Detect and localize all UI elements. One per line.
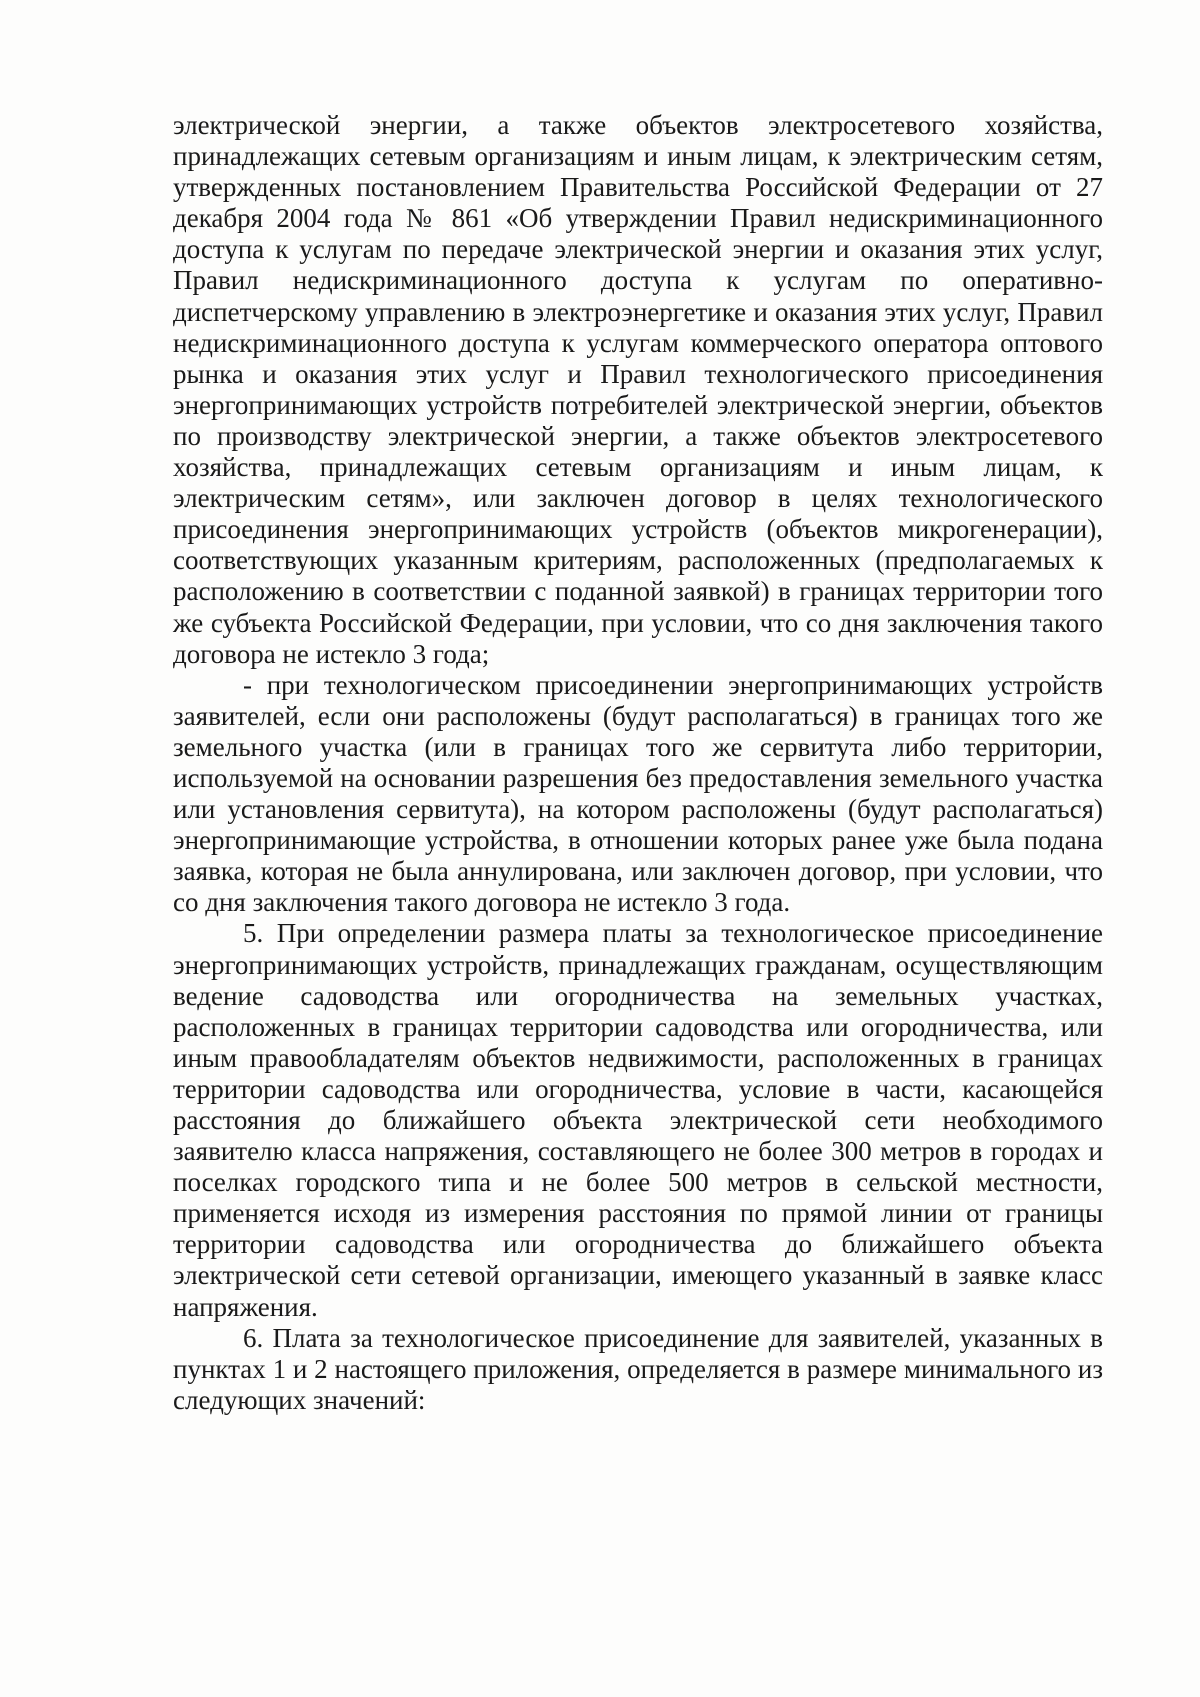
paragraph-continuation: электрической энергии, а также объектов электросетевого хозяйства, принадлежащих сетевым организациям и иным лицам, к электрическим сетям, утвержденных постановлением Правительства Российской Федерации от 27 декабря 2004 года № 861 «Об утверждении Правил недискриминационного доступа к услугам по передаче электрической энергии и оказания этих услуг, Правил недискриминационного доступа к услугам по оперативно-диспетчерскому управлению в электроэнергетике и оказания этих услуг, Правил недискриминационного доступа к услугам коммерческого оператора оптового рынка и оказания этих услуг и Правил технологического присоединения энергопринимающих устройств потребителей электрической энергии, объектов по производству электрической энергии, а также объектов электросетевого хозяйства, принадлежащих сетевым организациям и иным лицам, к электрическим сетям», или заключен договор в целях технологического присоединения энергопринимающих устройств (объектов микрогенерации), соответствующих указанным критериям, расположенных (предполагаемых к расположению в соответствии с поданной заявкой) в границах территории того же субъекта Российской Федерации, при условии, что со дня заключения такого договора не истекло 3 года; bbox=[173, 110, 1103, 669]
document-body bbox=[173, 110, 1103, 1416]
paragraph-item-5: 5. При определении размера платы за технологическое присоединение энергопринимающих устройств, принадлежащих гражданам, осуществляющим ведение садоводства или огородничества на земельных участках, расположенных в границах территории садоводства или огородничества, или иным правообладателям объектов недвижимости, расположенных в границах территории садоводства или огородничества, условие в части, касающейся расстояния до ближайшего объекта электрической сети необходимого заявителю класса напряжения, составляющего не более 300 метров в городах и поселках городского типа и не более 500 метров в сельской местности, применяется исходя из измерения расстояния по прямой линии от границы территории садоводства или огородничества до ближайшего объекта электрической сети сетевой организации, имеющего указанный в заявке класс напряжения. bbox=[173, 918, 1103, 1322]
paragraph-dash-item: - при технологическом присоединении энергопринимающих устройств заявителей, если они расположены (будут располагаться) в границах того же земельного участка (или в границах того же сервитута либо территории, используемой на основании разрешения без предоставления земельного участка или установления сервитута), на котором расположены (будут располагаться) энергопринимающие устройства, в отношении которых ранее уже была подана заявка, которая не была аннулирована, или заключен договор, при условии, что со дня заключения такого договора не истекло 3 года. bbox=[173, 669, 1103, 918]
paragraph-item-6: 6. Плата за технологическое присоединение для заявителей, указанных в пунктах 1 и 2 настоящего приложения, определяется в размере минимального из следующих значений: bbox=[173, 1322, 1103, 1415]
